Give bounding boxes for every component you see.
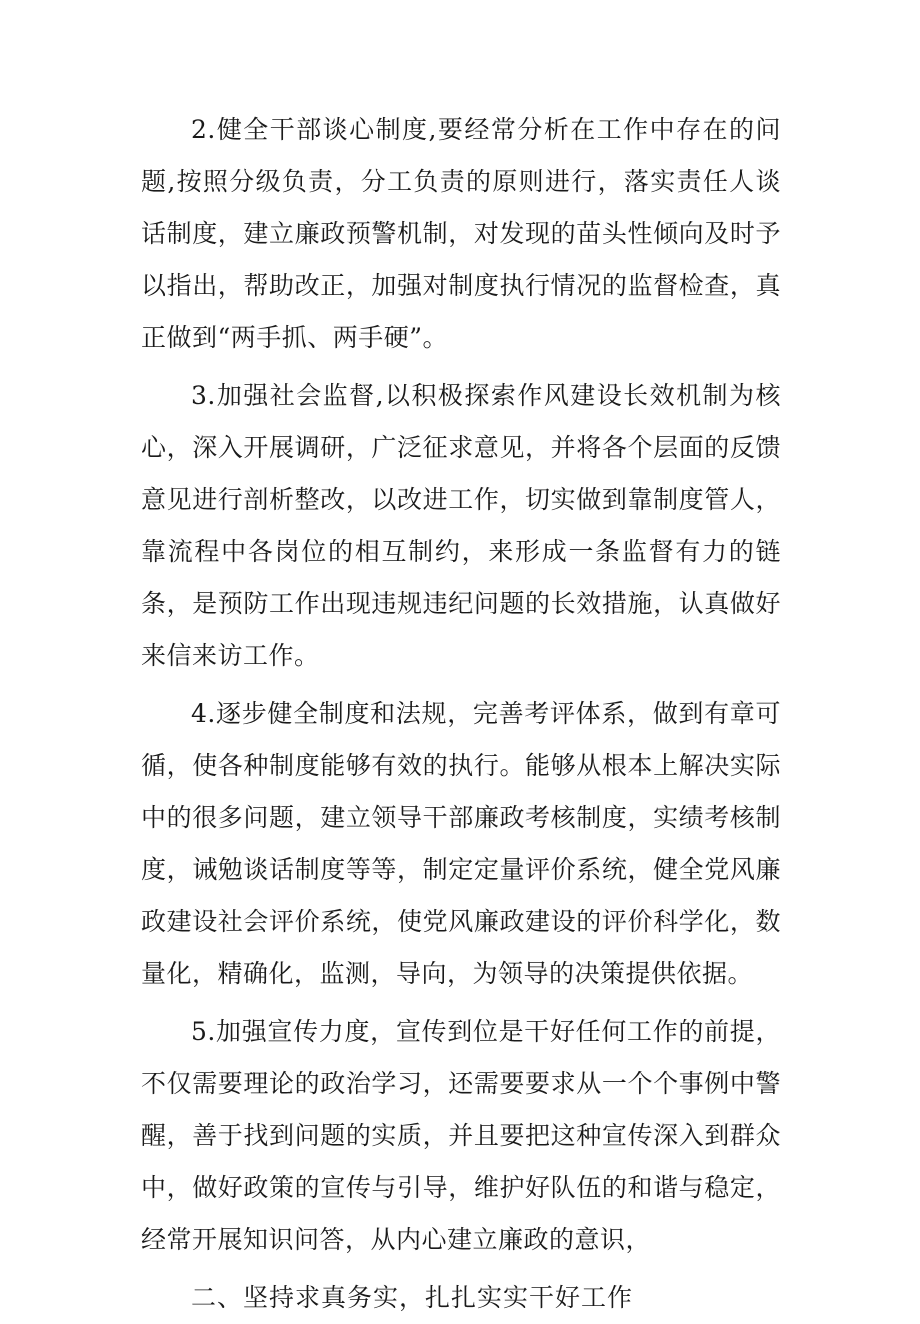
paragraph-item-4: 4.逐步健全制度和法规，完善考评体系，做到有章可循，使各种制度能够有效的执行。能够从根本上解决实际中的很多问题，建立领导干部廉政考核制度，实绩考核制度，诫勉谈话制度等等，制定定量评价系统，健全党风廉政建设社会评价系统，使党风廉政建设的评价科学化，数量化，精确化，监测，导向，为领导的决策提供依据。	[141, 699, 781, 988]
paragraph-item-5: 5.加强宣传力度，宣传到位是干好任何工作的前提，不仅需要理论的政治学习，还需要要求从一个个事例中警醒，善于找到问题的实质，并且要把这种宣传深入到群众中，做好政策的宣传与引导，维护好队伍的和谐与稳定，经常开展知识问答，从内心建立廉政的意识，	[141, 1017, 781, 1254]
section-heading: 二、坚持求真务实，扎扎实实干好工作	[191, 1283, 634, 1312]
paragraph-item-3: 3.加强社会监督,以积极探索作风建设长效机制为核心，深入开展调研，广泛征求意见，并将各个层面的反馈意见进行剖析整改，以改进工作，切实做到靠制度管人，靠流程中各岗位的相互制约，来形成一条监督有力的链条，是预防工作出现违规违纪问题的长效措施，认真做好来信来访工作。	[141, 381, 781, 670]
document-body	[141, 104, 781, 1324]
paragraph-item-2: 2.健全干部谈心制度,要经常分析在工作中存在的问题,按照分级负责，分工负责的原则进行，落实责任人谈话制度，建立廉政预警机制，对发现的苗头性倾向及时予以指出，帮助改正，加强对制度执行情况的监督检查，真正做到“两手抓、两手硬”。	[141, 115, 781, 352]
